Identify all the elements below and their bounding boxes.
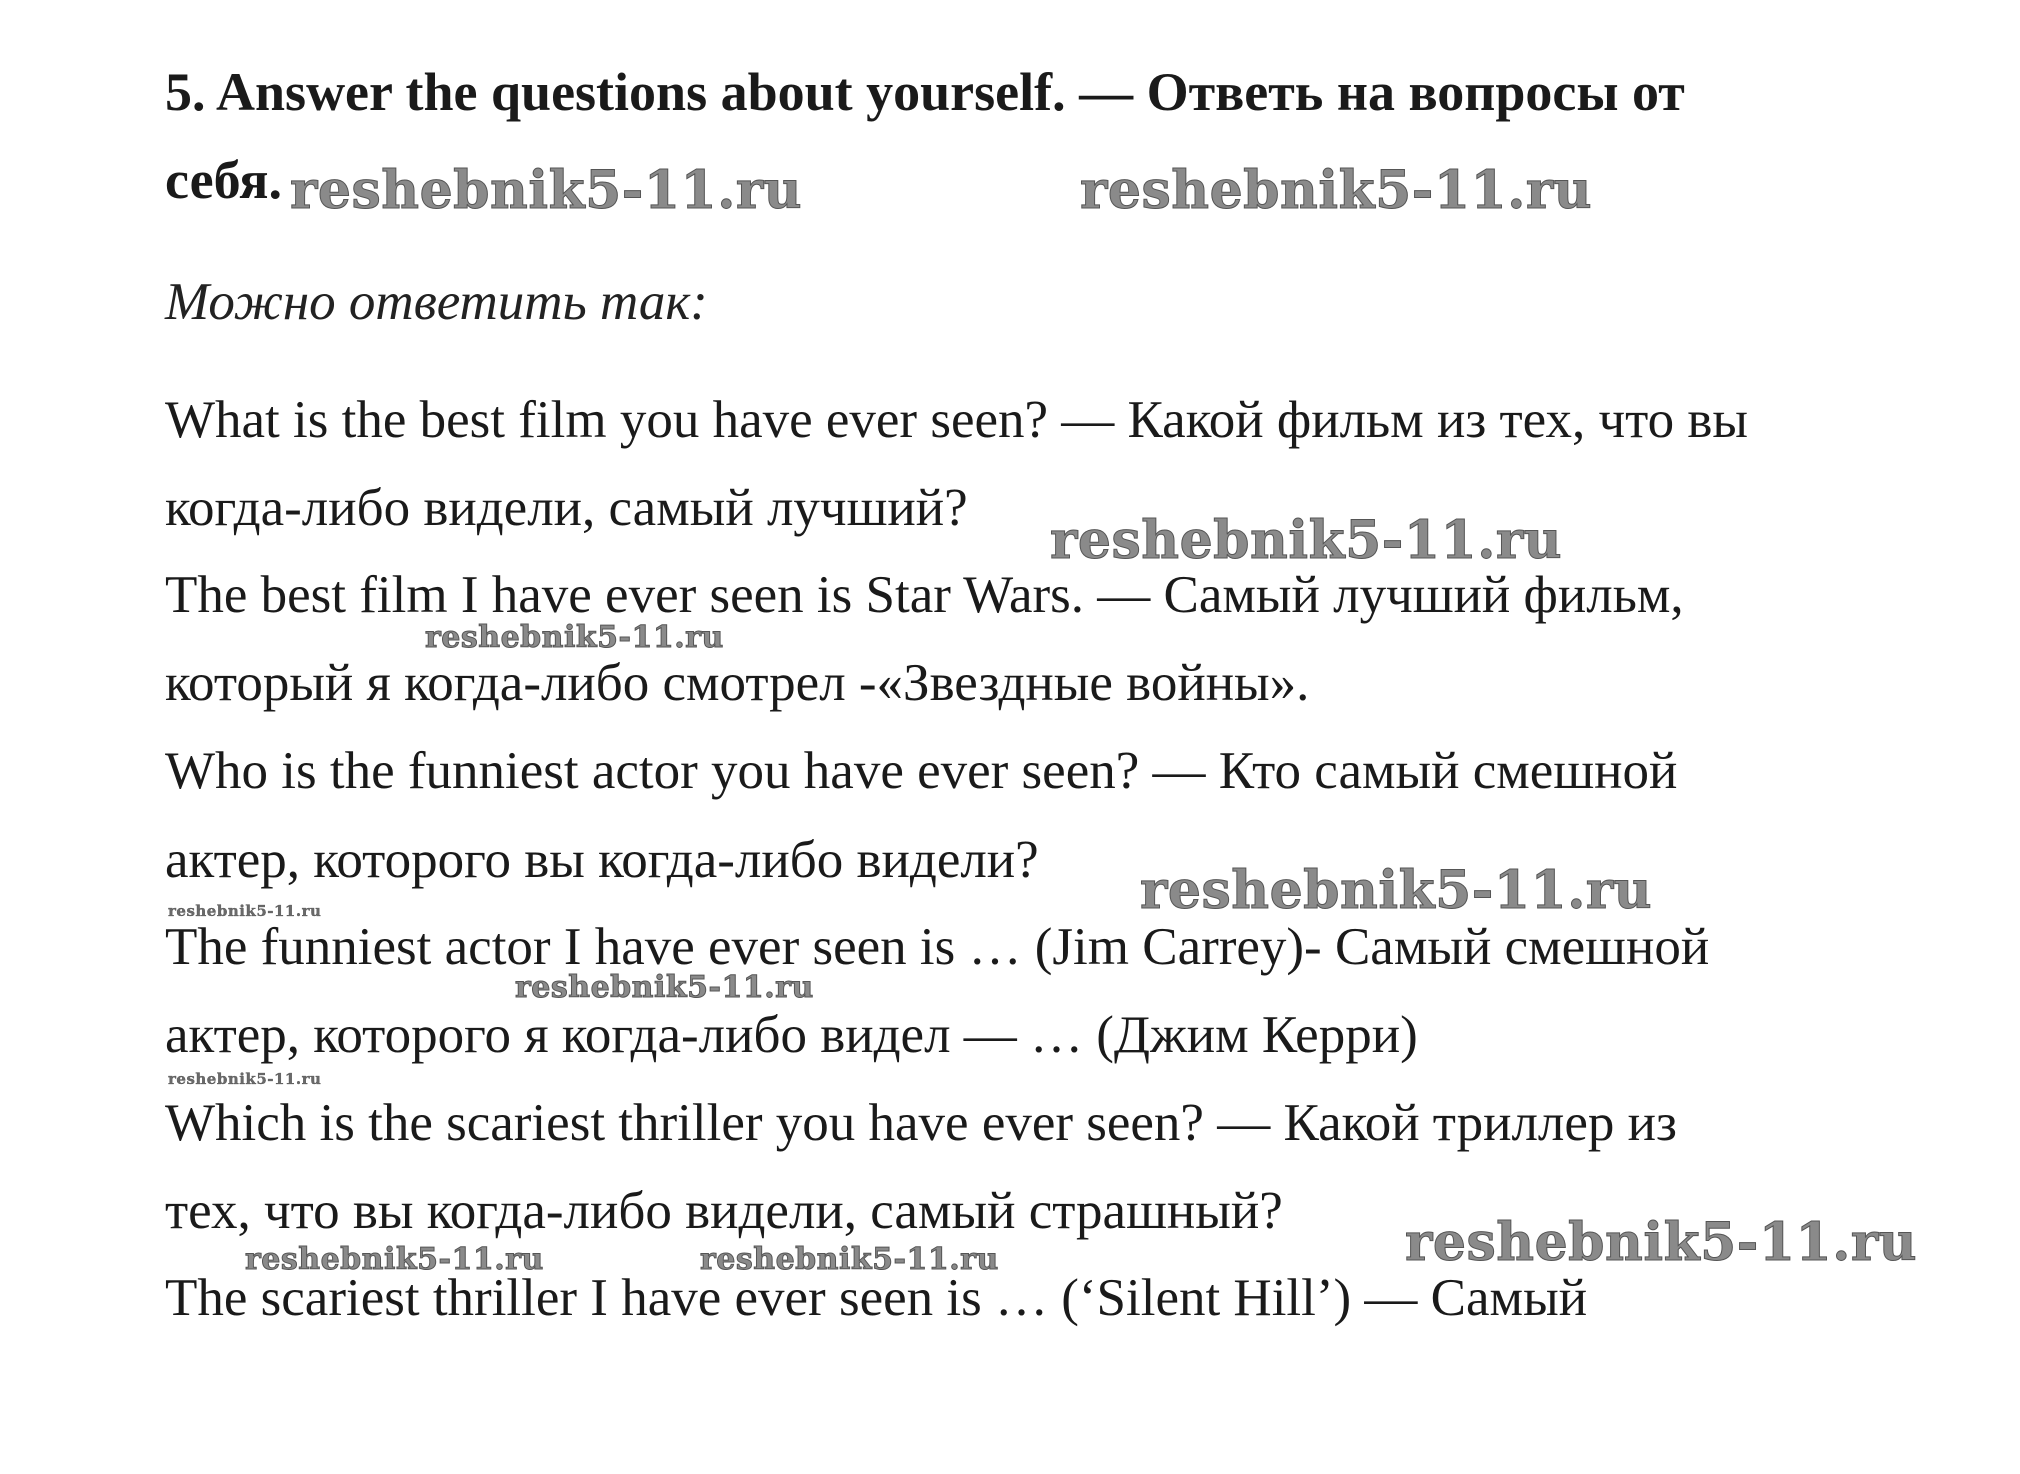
text-line-10: тех, что вы когда-либо видели, самый страшный? (165, 1182, 1283, 1240)
exercise-heading-line-2: себя. (165, 150, 282, 210)
watermark: reshebnik5-11.ru (1405, 1212, 1918, 1273)
watermark: reshebnik5-11.ru (1080, 160, 1593, 221)
text-line-8: актер, которого я когда-либо видел — … (Джим Керри) (165, 1006, 1418, 1064)
text-line-11: The scariest thriller I have ever seen is … (‘Silent Hill’) — Самый (165, 1269, 1588, 1327)
text-line-3: The best film I have ever seen is Star Wars. — Самый лучший фильм, (165, 566, 1684, 624)
watermark: reshebnik5-11.ru (168, 1070, 322, 1088)
exercise-heading-line-1: 5. Answer the questions about yourself. — Ответь на вопросы от (165, 62, 1685, 122)
text-line-5: Who is the funniest actor you have ever seen? — Кто самый смешной (165, 742, 1678, 800)
watermark: reshebnik5-11.ru (700, 1242, 999, 1277)
watermark: reshebnik5-11.ru (245, 1242, 544, 1277)
intro-text: Можно ответить так: (165, 273, 708, 331)
watermark: reshebnik5-11.ru (515, 970, 814, 1005)
watermark: reshebnik5-11.ru (168, 902, 322, 920)
watermark: reshebnik5-11.ru (290, 160, 803, 221)
watermark: reshebnik5-11.ru (1140, 860, 1653, 921)
watermark: reshebnik5-11.ru (1050, 510, 1563, 571)
watermark: reshebnik5-11.ru (425, 620, 724, 655)
text-line-1: What is the best film you have ever seen? — Какой фильм из тех, что вы (165, 391, 1749, 449)
text-line-9: Which is the scariest thriller you have ever seen? — Какой триллер из (165, 1094, 1677, 1152)
text-line-2: когда-либо видели, самый лучший? (165, 479, 968, 537)
text-line-6: актер, которого вы когда-либо видели? (165, 831, 1039, 889)
text-line-7: The funniest actor I have ever seen is … (Jim Carrey)- Самый смешной (165, 918, 1710, 976)
text-line-4: который я когда-либо смотрел -«Звездные войны». (165, 654, 1310, 712)
